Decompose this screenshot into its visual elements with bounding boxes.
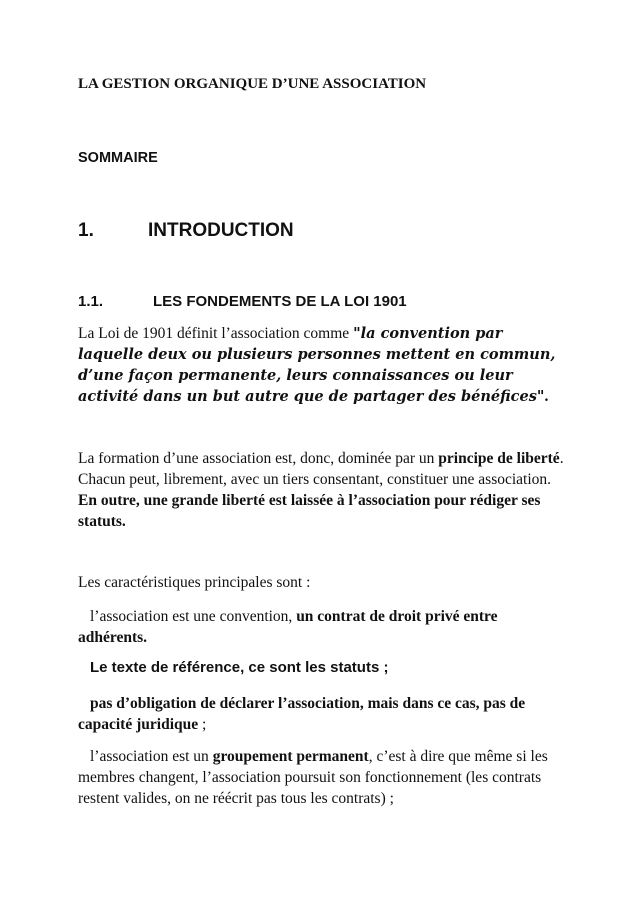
paragraph-caracteristiques: Les caractéristiques principales sont : (78, 574, 311, 591)
list-item: l’association est une convention, un contrat de droit privé entre adhérents. (78, 608, 498, 646)
section-1-title: INTRODUCTION (148, 220, 294, 241)
list-item: l’association est un groupement permanent, c’est à dire que même si les membres changent, l’association poursuit son fonctionnement (les contrats restent valides, on ne réécrit pas tous les contrats) ; (78, 748, 548, 807)
section-1-heading (78, 220, 568, 242)
list-item: pas d’obligation de déclarer l’association, mais dans ce cas, pas de capacité juridique ; (78, 695, 526, 733)
paragraph-formation: La formation d’une association est, donc, dominée par un principe de liberté. Chacun peut, librement, avec un tiers consentant, constituer une association. En outre, une grande liberté est laissée à l’association pour rédiger ses statuts. (78, 450, 564, 530)
paragraph-loi-1901: La Loi de 1901 définit l’association comme "la convention par laquelle deux ou plusieurs personnes mettent en commun, d’une façon permanente, leurs connaissances ou leur activité dans un but autre que de partager des bénéfices". (78, 325, 556, 405)
loi-quote: "la convention par laquelle deux ou plusieurs personnes mettent en commun, d’une façon permanente, leurs connaissances ou leur activité dans un but autre que de partager des bénéfices" (78, 325, 556, 405)
section-1-number: 1. (78, 220, 94, 241)
list-item: Le texte de référence, ce sont les statuts ; (90, 659, 389, 676)
section-1-1-heading (78, 293, 568, 310)
section-1-1-title: LES FONDEMENTS DE LA LOI 1901 (153, 293, 407, 310)
sommaire-heading: SOMMAIRE (78, 150, 158, 166)
document-title: LA GESTION ORGANIQUE D’UNE ASSOCIATION (78, 76, 427, 92)
section-1-1-number: 1.1. (78, 293, 104, 310)
